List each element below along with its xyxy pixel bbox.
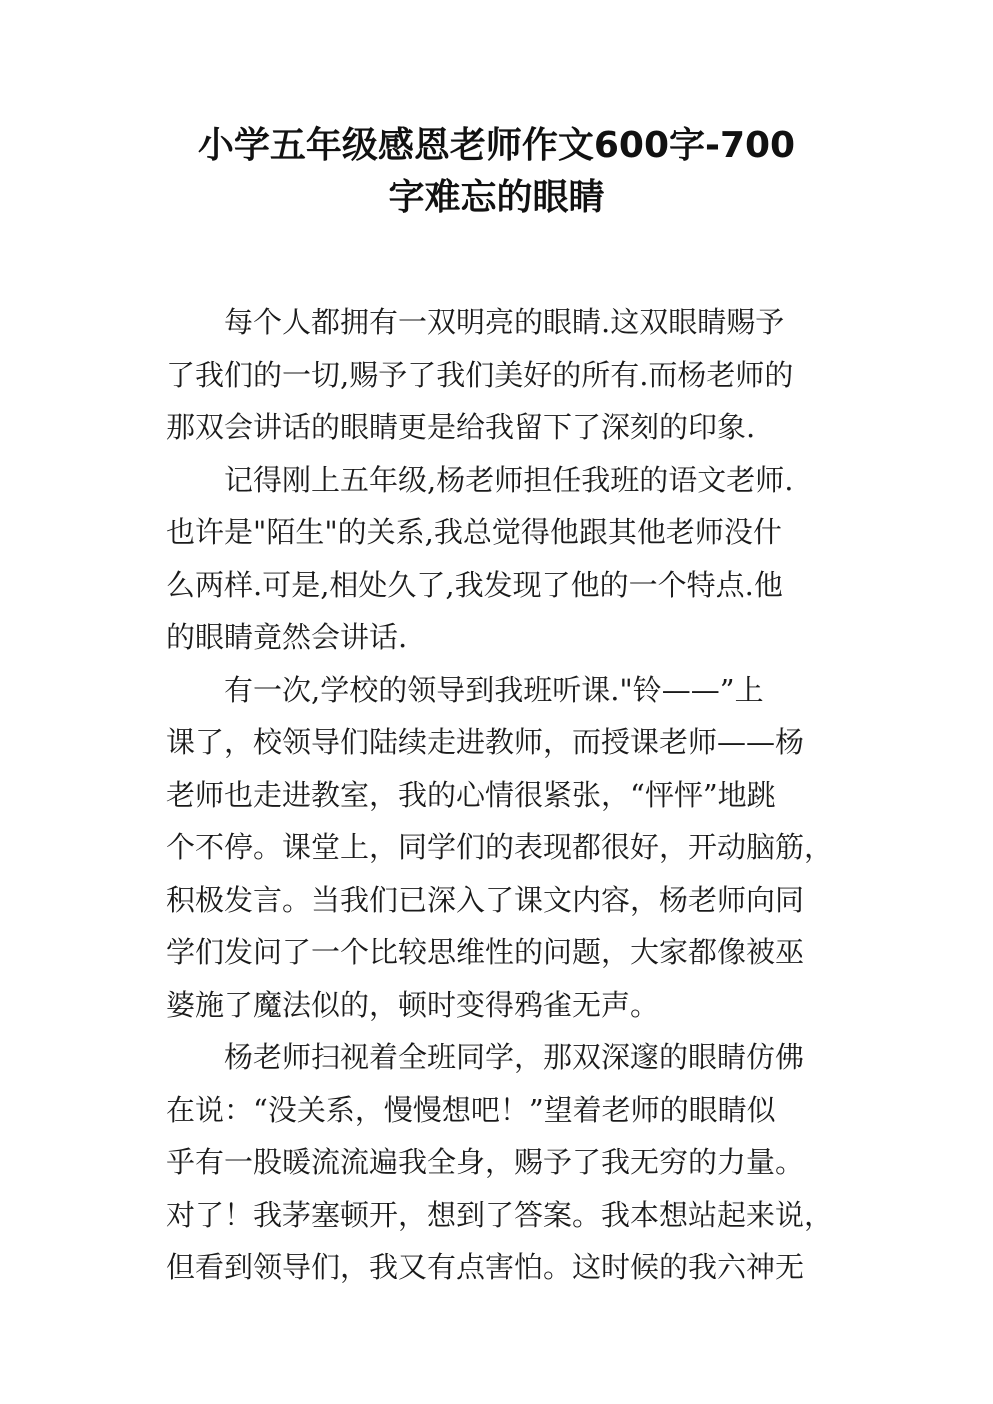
paragraph-1-line-3: 那双会讲话的眼睛更是给我留下了深刻的印象. (166, 410, 756, 444)
paragraph-2-line-1: 记得刚上五年级,杨老师担任我班的语文老师. (224, 462, 794, 497)
document-title (120, 120, 873, 224)
paragraph-4-line-2: 在说：“没关系，慢慢想吧！”望着老师的眼睛似 (166, 1092, 776, 1127)
paragraph-3-line-4: 个不停。课堂上，同学们的表现都很好，开动脑筋， (166, 830, 834, 864)
paragraph-1-line-1: 每个人都拥有一双明亮的眼睛.这双眼睛赐予 (224, 305, 785, 339)
paragraph-2-line-3: 么两样.可是,相处久了,我发现了他的一个特点.他 (166, 567, 783, 602)
paragraph-3-line-3: 老师也走进教室，我的心情很紧张，“怦怦”地跳 (166, 777, 776, 812)
paragraph-3-line-2: 课了，校领导们陆续走进教师，而授课老师——杨 (166, 725, 805, 759)
paragraph-3-line-6: 学们发问了一个比较思维性的问题，大家都像被巫 (166, 935, 805, 969)
paragraph-4-line-4: 对了！我茅塞顿开，想到了答案。我本想站起来说， (166, 1197, 834, 1232)
paragraph-3-line-5: 积极发言。当我们已深入了课文内容，杨老师向同 (166, 882, 805, 917)
paragraph-2-line-2: 也许是"陌生"的关系,我总觉得他跟其他老师没什 (166, 515, 782, 549)
paragraph-2-line-4: 的眼睛竟然会讲话. (166, 620, 408, 654)
title-line-2: 字难忘的眼睛 (388, 177, 605, 218)
paragraph-4-line-3: 乎有一股暖流流遍我全身，赐予了我无穷的力量。 (166, 1145, 805, 1179)
paragraph-3-line-1: 有一次,学校的领导到我班听课."铃——”上 (224, 672, 764, 707)
paragraph-4-line-1: 杨老师扫视着全班同学，那双深邃的眼睛仿佛 (224, 1040, 805, 1074)
paragraph-1-line-2: 了我们的一切,赐予了我们美好的所有.而杨老师的 (166, 357, 794, 392)
paragraph-4-line-5: 但看到领导们，我又有点害怕。这时候的我六神无 (166, 1250, 805, 1284)
paragraph-3-line-7: 婆施了魔法似的，顿时变得鸦雀无声。 (166, 987, 660, 1022)
document-body (166, 296, 846, 1294)
title-line-1: 小学五年级感恩老师作文600字-700 (197, 125, 796, 166)
